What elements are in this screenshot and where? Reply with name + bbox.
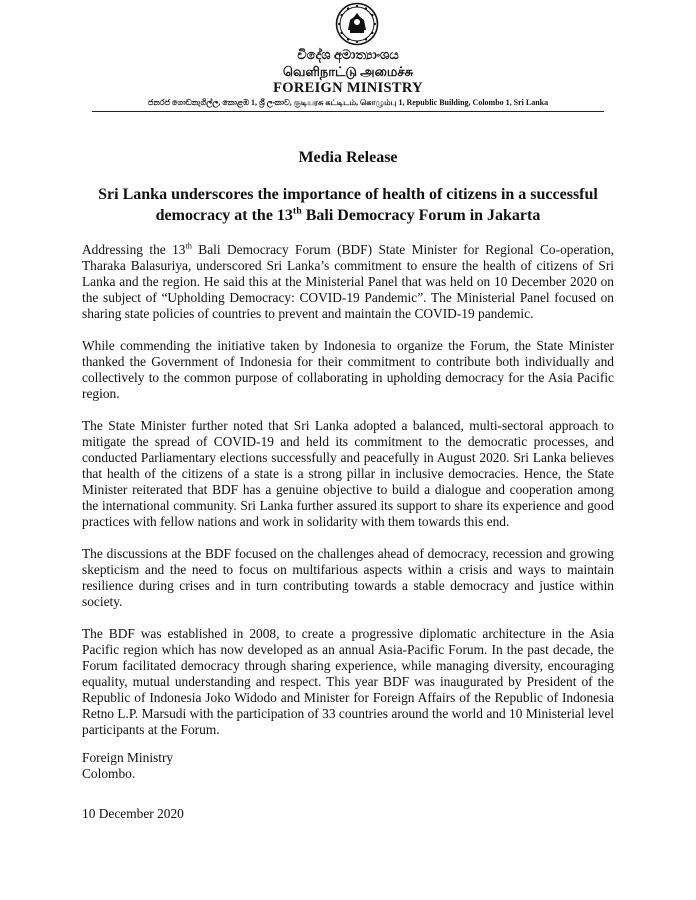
headline xyxy=(82,184,614,226)
paragraph-3: The State Minister further noted that Sri Lanka adopted a balanced, multi-sectoral approach to mitigate the spread of COVID-19 and held its commitment to the democratic processes, and conducted Parliamentary elections successfully and peacefully in August 2020. Sri Lanka believes that health of the citizens of a state is a strong pillar in inclusive democracies. Hence, the State Minister reiterated that BDF has a genuine objective to build a dialogue and cooperation among the international community. Sri Lanka further assured its support to share its experience and good practices with fellow nations and work in solidarity with them towards this end. xyxy=(82,418,614,529)
letterhead-english: FOREIGN MINISTRY xyxy=(273,80,423,96)
paragraph-1-start: Addressing the 13 xyxy=(82,242,186,257)
paragraph-1-rest: Bali Democracy Forum (BDF) State Minister for Regional Co-operation, Tharaka Balasuriya, underscored Sri Lanka’s commitment to ensure the health of citizens of Sri Lanka and the region. He said this at the Ministerial Panel that was held on 10 December 2020 on the subject of “Upholding Democracy: COVID-19 Pandemic”. The Ministerial Panel focused on sharing state policies of countries to prevent and maintain the COVID-19 pandemic. xyxy=(82,242,614,321)
media-release-label: Media Release xyxy=(298,149,398,166)
paragraph-2: While commending the initiative taken by Indonesia to organize the Forum, the State Minister thanked the Government of Indonesia for their commitment to contribute both individually and collectively to the common purpose of collaborating in upholding democracy for the Asia Pacific region. xyxy=(82,338,614,401)
paragraph-5: The BDF was established in 2008, to create a progressive diplomatic architecture in the Asia Pacific region which has now developed as an annual Asia-Pacific Forum. In the past decade, the Forum facilitated democracy through sharing experience, while managing diversity, encouraging equality, mutual understanding and respect. This year BDF was inaugurated by President of the Republic of Indonesia Joko Widodo and Minister for Foreign Affairs of the Republic of Indonesia Retno L.P. Marsudi with the participation of 33 countries around the world and 10 Ministerial level participants at the Forum. xyxy=(82,626,614,737)
signature-organization: Foreign Ministry xyxy=(82,750,174,765)
headline-text-end: Bali Democracy Forum in Jakarta xyxy=(301,207,541,224)
paragraph-4: The discussions at the BDF focused on the challenges ahead of democracy, recession and growing skepticism and the need to focus on multifarious aspects within a crisis and ways to maintain resilience during crises and in turn contributing towards a stable democracy and justice within society. xyxy=(82,546,614,609)
release-date: 10 December 2020 xyxy=(82,806,184,821)
paragraph-1-superscript: th xyxy=(185,241,192,251)
sri-lanka-emblem-icon xyxy=(335,2,379,46)
paragraph-1 xyxy=(82,242,614,322)
letterhead-sinhala: විදේශ අමාත්‍යාංශය xyxy=(297,47,399,62)
letterhead-tamil: வெளிநாட்டு அமைச்சு xyxy=(282,64,414,79)
headline-text-start: Sri Lanka underscores the importance of health of citizens in a successful democracy at the 13 xyxy=(98,186,598,224)
signature-city: Colombo. xyxy=(82,766,136,781)
headline-superscript: th xyxy=(292,205,302,217)
letterhead-address: ජනරජ ගොඩනැගිල්ල, කොළඹ 1, ශ්‍රී ලංකාව, குடியரசு கட்டிடம், கொழும்பு 1, Republic Building, Colombo 1, Sri Lanka xyxy=(147,98,549,107)
letterhead-divider xyxy=(92,111,604,112)
